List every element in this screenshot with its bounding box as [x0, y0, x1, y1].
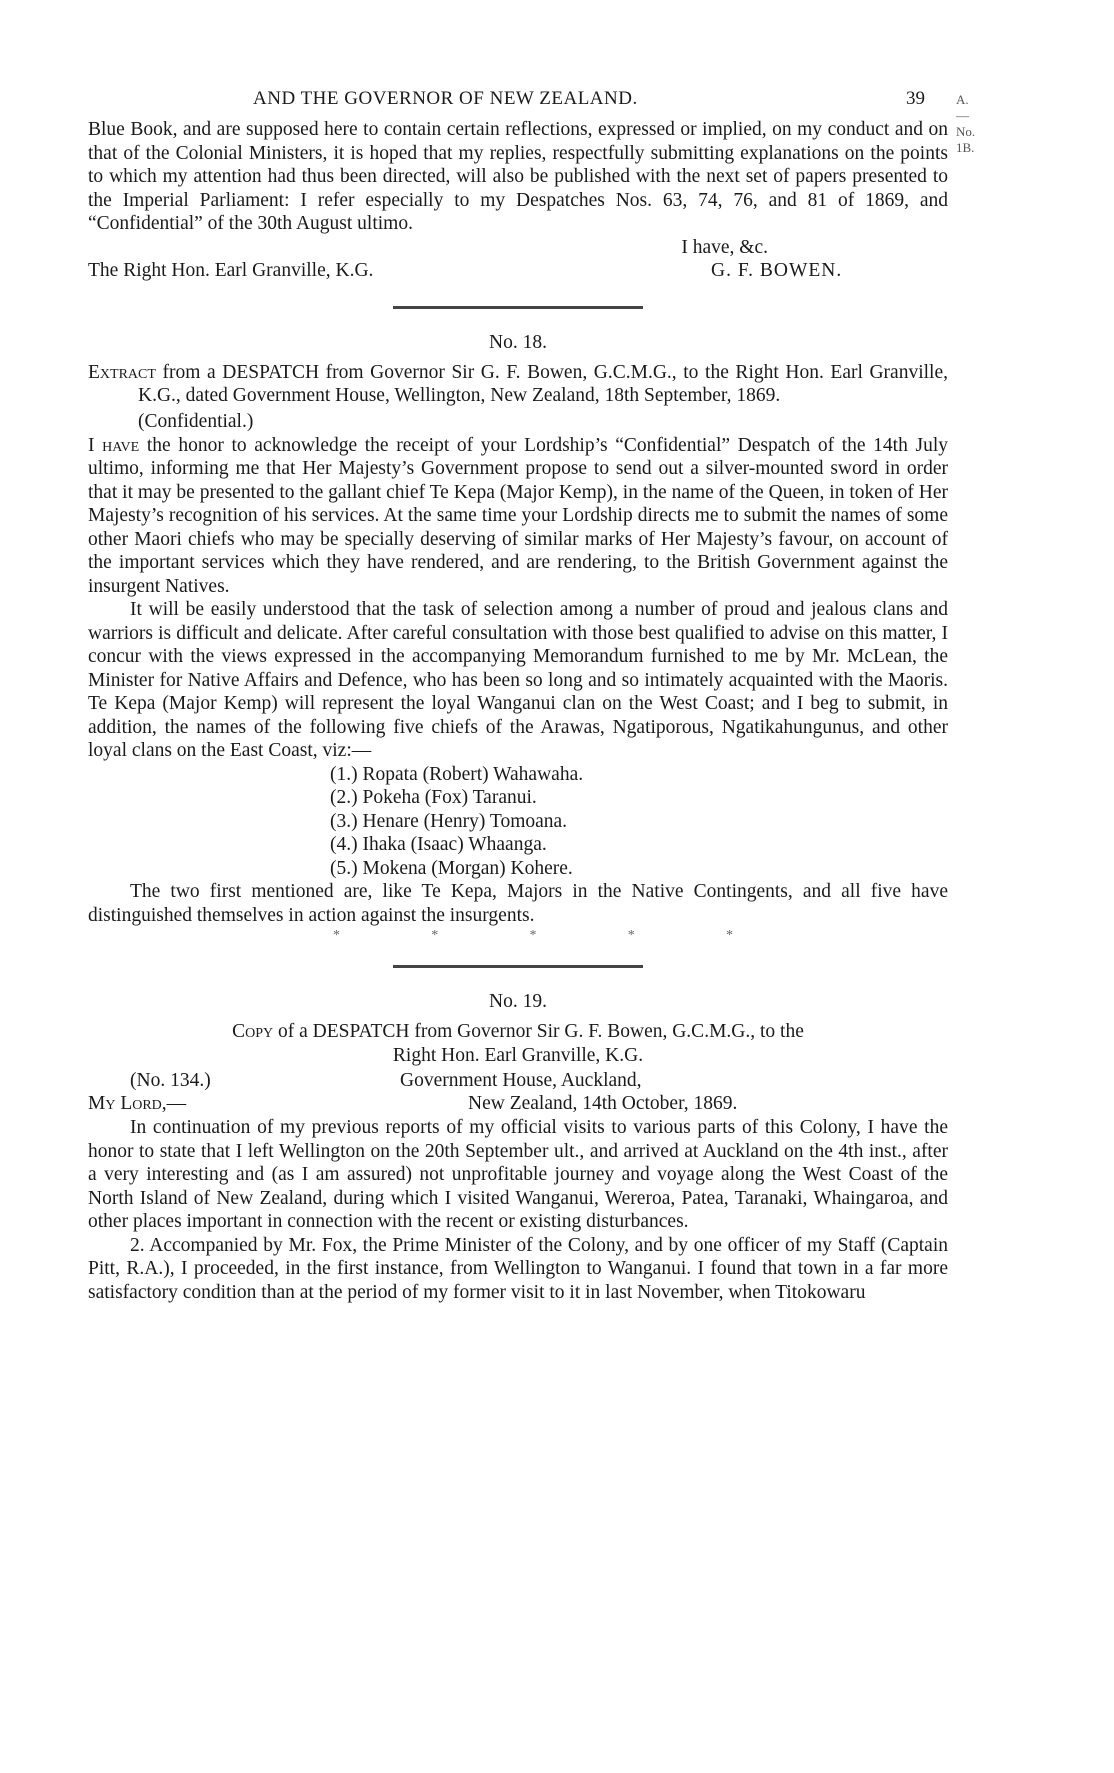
page-number: 39 [906, 88, 925, 109]
paragraph-text: the honor to acknowledge the receipt of your Lordship’s “Confidential” Despatch of the 14th July ultimo, informing me that Her Majesty’s Government propose to send out a silver-mounted sword in order that it may be presented to the gallant chief Te Kepa (Major Kemp), in the name of the Queen, in token of Her Majesty’s recognition of his services. At the same time your Lordship directs me to submit the names of some other Maori chiefs who may be specially deserving of similar marks of Her Majesty’s favour, on account of the important services which they have rendered, and are rendering, to the British Government against the insurgent Natives. [88, 434, 948, 597]
document-heading [88, 1020, 948, 1068]
asterisk: * [333, 928, 340, 943]
asterisk: * [726, 928, 733, 943]
document-number: No. 18. [489, 331, 547, 353]
heading-line: Right Hon. Earl Granville, K.G. [392, 1045, 644, 1066]
confidential-note: (Confidential.) [138, 410, 254, 432]
date-line: New Zealand, 14th October, 1869. [468, 1093, 738, 1114]
closing-formula: I have, &c. [681, 236, 768, 258]
asterisk: * [627, 928, 635, 943]
paragraph: In continuation of my previous reports of my official visits to various parts of this Colony, I have the honor to state that I left Wellington on the 20th September ult., and arrived at Auckland on the 4th inst., after a very interesting and (as I am assured) not unprofitable journey and voyage along the West Coast of the North Island of New Zealand, during which I visited Wanganui, Wereroa, Patea, Taranaki, Whaingaroa, and other places important in connection with the recent or existing disturbances. [88, 1117, 948, 1232]
place-line: Government House, Auckland, [400, 1070, 642, 1091]
despatch-number: (No. 134.) [130, 1070, 211, 1091]
addressee: The Right Hon. Earl Granville, K.G. [88, 259, 374, 281]
document-number: No. 19. [489, 991, 547, 1012]
signature: G. F. BOWEN. [711, 259, 843, 281]
list-item: (1.) Ropata (Robert) Wahawaha. [330, 763, 584, 785]
page [88, 84, 976, 1304]
paragraph: 2. Accompanied by Mr. Fox, the Prime Minister of the Colony, and by one officer of my Staff (Captain Pitt, R.A.), I proceeded, in the first instance, from Wellington to Wanganui. I found that town in a far more satisfactory condition than at the period of my former visit to it in last November, when Titokowaru [88, 1234, 948, 1303]
section-divider [393, 965, 643, 968]
document-heading [88, 361, 948, 408]
asterisk: * [529, 928, 537, 943]
heading-line [88, 1020, 948, 1044]
heading-text: of a DESPATCH from Governor Sir G. F. Bowen, G.C.M.G., to the [273, 1021, 804, 1042]
paragraph: It will be easily understood that the task of selection among a number of proud and jealous clans and warriors is difficult and delicate. After careful consultation with those best qualified to advise on this matter, I concur with the views expressed in the accompanying Memorandum furnished to me by Mr. McLean, the Minister for Native Affairs and Defence, who has been so long and so intimately acquainted with the Maoris. Te Kepa (Major Kemp) will represent the loyal Wanganui clan on the West Coast; and I beg to submit, in addition, the names of the following five chiefs of the Arawas, Ngatiporous, Ngatikahungunus, and other loyal clans on the East Coast, viz:— [88, 599, 948, 761]
paragraph: The two first mentioned are, like Te Kepa, Majors in the Native Contingents, and all five have distinguished themselves in action against the insurgents. [88, 881, 948, 926]
section-divider [393, 306, 643, 309]
list-item: (2.) Pokeha (Fox) Taranui. [330, 787, 537, 808]
omission-marks [303, 927, 733, 945]
list-item: (5.) Mokena (Morgan) Kohere. [330, 857, 573, 879]
salutation: My Lord,— [88, 1093, 187, 1114]
running-title: AND THE GOVERNOR OF NEW ZEALAND. [253, 88, 638, 109]
paragraph-lead: I have [88, 434, 140, 456]
heading-text: from a DESPATCH from Governor Sir G. F. Bowen, G.C.M.G., to the Right Hon. Earl Granville, K.G., dated Government House, Wellington, New Zealand, 18th September, 1869. [138, 361, 948, 406]
continuation-paragraph: Blue Book, and are supposed here to contain certain reflections, expressed or implied, on my conduct and on that of the Colonial Ministers, it is hoped that my replies, respectfully submitting explanations on the points to which my attention had thus been directed, will also be published with the next set of papers presented to the Imperial Parliament: I refer especially to my Despatches Nos. 63, 74, 76, and 81 of 1869, and “Confidential” of the 30th August ultimo. [88, 119, 948, 234]
asterisk: * [431, 928, 439, 943]
running-header [88, 84, 976, 155]
list-item: (4.) Ihaka (Isaac) Whaanga. [330, 834, 547, 855]
paper-reference: A.—No. 1B. [956, 92, 976, 155]
despatch-dateline [88, 1068, 948, 1116]
heading-lead: Extract [88, 361, 156, 383]
paragraph [88, 434, 948, 599]
list-item: (3.) Henare (Henry) Tomoana. [330, 810, 568, 832]
signature-row [88, 260, 948, 286]
heading-lead: Copy [232, 1021, 274, 1042]
chiefs-list [88, 763, 948, 881]
